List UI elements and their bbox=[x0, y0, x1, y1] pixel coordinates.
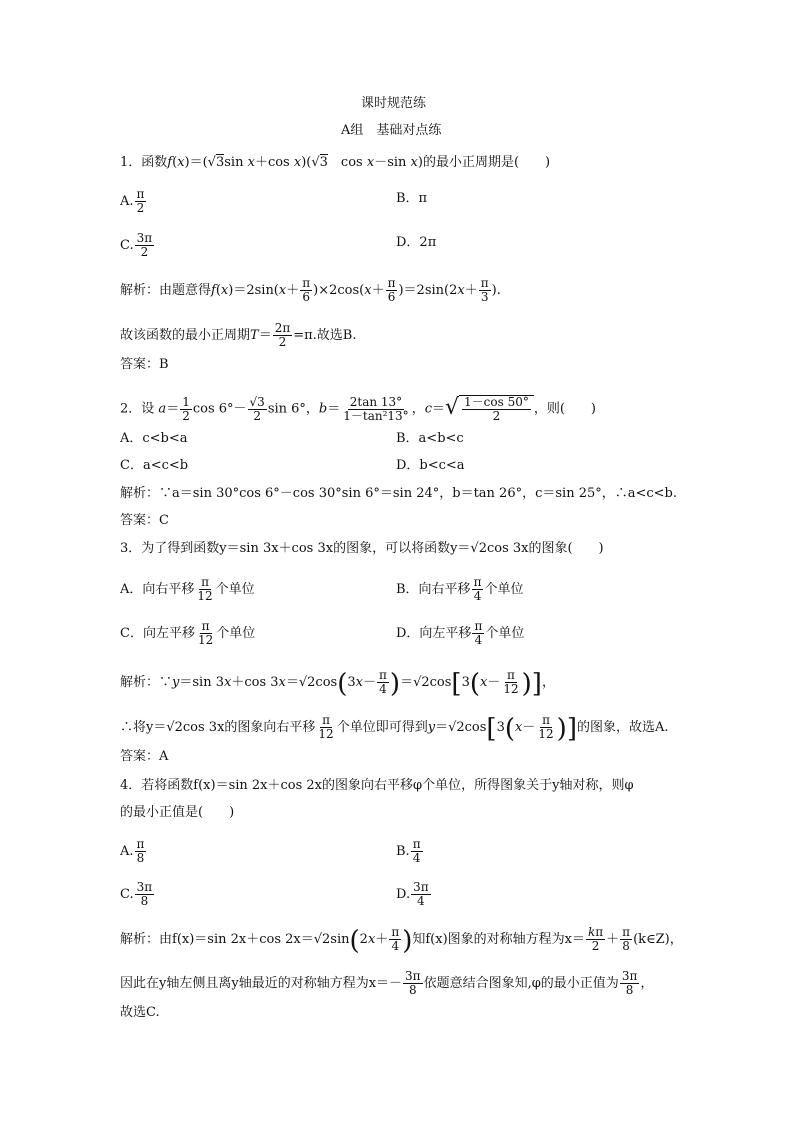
q4-option-a: A. $\frac{\pi}{8}$ bbox=[120, 837, 145, 865]
q3-answer: 答案：A bbox=[120, 749, 169, 764]
q2-option-b: B．a<b<c bbox=[396, 431, 464, 446]
q1-option-a: A. $\frac{\pi}{2}$ bbox=[120, 187, 145, 215]
q2-option-d: D．b<c<a bbox=[396, 458, 465, 473]
q3-analysis-line1: 解析：∵y＝sin 3x＋cos 3x＝√2cos(3x－ $\frac{\pi}{4}$ )＝√2cos[3(x－ $\frac{\pi}{12}$ )]， bbox=[120, 668, 555, 699]
q4-analysis-line3: 故选C. bbox=[120, 1005, 160, 1020]
q4-stem-line1: 4．若将函数f(x)＝sin 2x＋cos 2x的图象向右平移φ个单位，所得图象关于y轴对称，则φ bbox=[120, 778, 634, 793]
q1-option-c: C. $\frac{3\pi}{2}$ bbox=[120, 231, 153, 259]
q1-analysis-line2: 故该函数的最小正周期T＝ $\frac{2\pi}{2}$ =π.故选B. bbox=[120, 321, 357, 349]
q2-option-c: C．a<c<b bbox=[120, 458, 189, 473]
q3-option-c: C．向左平移 $\frac{\pi}{12}$ 个单位 bbox=[120, 619, 256, 647]
q1-option-b: B．π bbox=[396, 191, 428, 206]
q3-option-a: A．向右平移 $\frac{\pi}{12}$ 个单位 bbox=[120, 575, 255, 603]
q1-analysis-line1: 解析：由题意得f(x)＝2sin(x＋ $\frac{\pi}{6}$ )×2cos(x＋ $\frac{\pi}{6}$ )＝2sin(2x＋ $\frac{\pi}{3}$ ). bbox=[120, 276, 501, 304]
q2-stem: 2．设 a＝ $\frac{1}{2}$ cos 6°－ $\frac{√3}{2}$ sin 6°，b＝ $\frac{2\tan 13^\circ}{\text{1－tan²13°}}$ ，c＝ √ $\frac{1-\cos 50^\circ}{2}$ ，则( ) bbox=[120, 394, 597, 423]
q1-option-d: D．2π bbox=[396, 235, 437, 250]
q4-option-b: B. $\frac{\pi}{4}$ bbox=[396, 837, 421, 865]
group-heading: A组 基础对点练 bbox=[341, 123, 442, 138]
q2-analysis: 解析：∵a＝sin 30°cos 6°－cos 30°sin 6°＝sin 24°，b＝tan 26°，c＝sin 25°，∴a<c<b. bbox=[120, 486, 678, 501]
q3-analysis-line2: ∴将y＝√2cos 3x的图象向右平移 $\frac{\pi}{12}$ 个单位即可得到y＝√2cos[3(x－ $\frac{\pi}{12}$ )]的图象，故选A. bbox=[120, 713, 669, 744]
q4-option-d: D. $\frac{3\pi}{4}$ bbox=[396, 880, 429, 908]
q3-option-d: D．向左平移 $\frac{\pi}{4}$ 个单位 bbox=[396, 619, 525, 647]
q1-answer: 答案：B bbox=[120, 357, 169, 372]
page-title: 课时规范练 bbox=[361, 96, 427, 111]
q3-stem: 3．为了得到函数y＝sin 3x＋cos 3x的图象，可以将函数y＝√2cos 3x的图象( ) bbox=[120, 541, 604, 556]
q1-stem: 1．函数f(x)＝(√3sin x＋cos x)(√3 cos x－sin x)的最小正周期是( ) bbox=[120, 155, 551, 170]
q2-answer: 答案：C bbox=[120, 513, 169, 528]
q4-analysis-line2: 因此在y轴左侧且离y轴最近的对称轴方程为x＝－ $\frac{3\pi}{8}$ 依题意结合图象知,φ的最小正值为 $\frac{3\pi}{8}$ ， bbox=[120, 969, 654, 997]
q4-stem-line2: 的最小正值是( ) bbox=[120, 805, 235, 820]
q4-option-c: C. $\frac{3\pi}{8}$ bbox=[120, 880, 153, 908]
q2-option-a: A．c<b<a bbox=[120, 431, 188, 446]
q3-option-b: B．向右平移 $\frac{\pi}{4}$ 个单位 bbox=[396, 575, 524, 603]
q4-analysis-line1: 解析：由f(x)＝sin 2x＋cos 2x＝√2sin(2x＋ $\frac{\pi}{4}$ )知f(x)图象的对称轴方程为x＝ $\frac{k\pi}{2}$ ＋ $\frac{\pi}{8}$ (k∈Z)， bbox=[120, 925, 683, 956]
